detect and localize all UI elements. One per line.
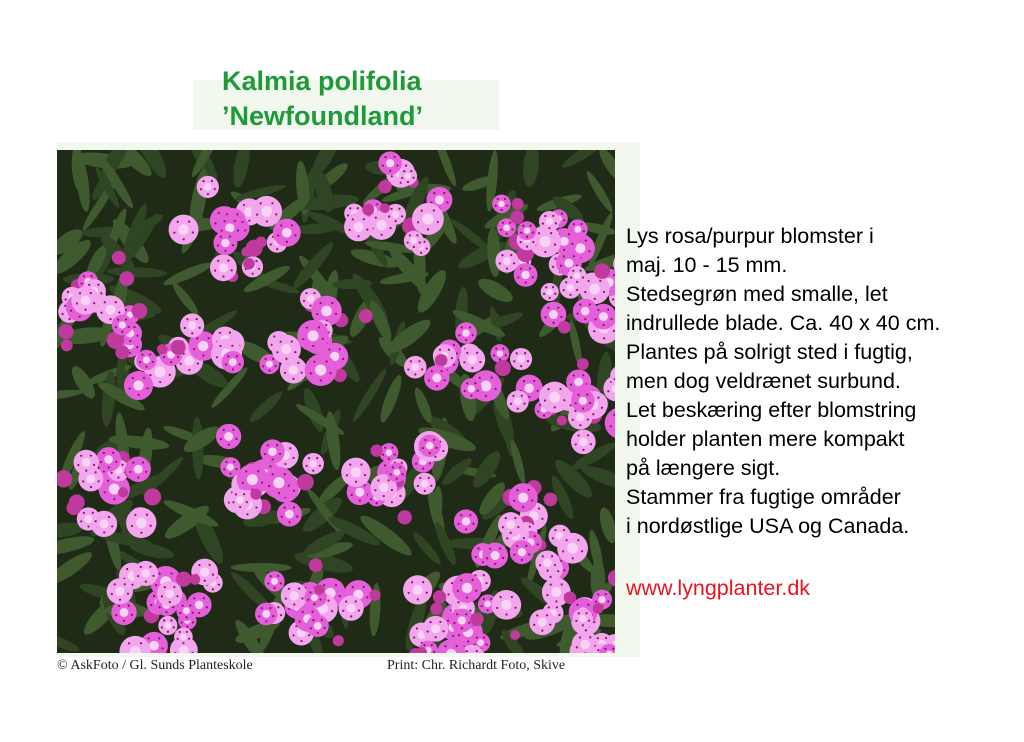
flower-photo-drawing xyxy=(57,150,615,653)
plant-description xyxy=(626,222,1016,541)
description-line: maj. 10 - 15 mm. xyxy=(626,253,788,277)
photo-credit: © AskFoto / Gl. Sunds Planteskole xyxy=(57,658,253,673)
flower-photo xyxy=(57,150,615,653)
website-link[interactable]: www.lyngplanter.dk xyxy=(626,576,811,600)
description-line: Lys rosa/purpur blomster i xyxy=(626,224,874,248)
description-line: på længere sigt. xyxy=(626,456,781,480)
description-line: i nordøstlige USA og Canada. xyxy=(626,514,910,538)
description-line: Let beskæring efter blomstring xyxy=(626,398,917,422)
plant-name-title: Kalmia polifolia xyxy=(222,66,422,96)
description-line: indrullede blade. Ca. 40 x 40 cm. xyxy=(626,311,941,335)
description-line: holder planten mere kompakt xyxy=(626,427,905,451)
description-line: Plantes på solrigt sted i fugtig, xyxy=(626,340,913,364)
description-line: Stammer fra fugtige områder xyxy=(626,485,901,509)
description-line: men dog veldrænet surbund. xyxy=(626,369,901,393)
print-credit: Print: Chr. Richardt Foto, Skive xyxy=(387,658,566,673)
cultivar-name-title: ’Newfoundland’ xyxy=(222,101,423,131)
description-line: Stedsegrøn med smalle, let xyxy=(626,282,888,306)
